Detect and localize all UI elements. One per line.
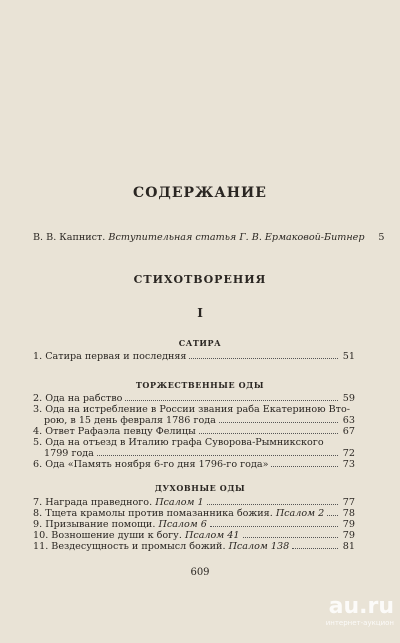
entry-title-continued: рою, в 15 день февраля 1786 года: [44, 415, 216, 426]
entry-title: 4. Ответ Рафаэла певцу Фелицы: [33, 426, 196, 437]
dot-leader: [207, 504, 338, 505]
dot-leader: [271, 466, 338, 467]
toc-entry: [33, 426, 355, 437]
dot-leader: [327, 515, 338, 516]
entry-page: 81: [342, 541, 355, 552]
entry-psalm: Псалом 138: [228, 541, 290, 552]
toc-entry: [33, 459, 355, 470]
toc-entry: [33, 541, 355, 552]
entry-page: 59: [342, 393, 355, 404]
entry-page: 78: [342, 508, 355, 519]
dot-leader: [210, 526, 338, 527]
intro-entry: [33, 232, 385, 243]
toc-entry: [33, 393, 355, 404]
entry-title: 6. Ода «Память ноября 6-го дня 1796-го года»: [33, 459, 269, 470]
watermark-text: au.ru: [328, 594, 394, 619]
dot-leader: [243, 537, 338, 538]
entry-psalm: Псалом 2: [275, 508, 325, 519]
watermark-subtext: интернет-аукцион: [325, 619, 394, 627]
entry-page: 79: [342, 530, 355, 541]
entry-title-continued: 1799 года: [44, 448, 94, 459]
entry-title: 1. Сатира первая и последняя: [33, 351, 187, 362]
dot-leader: [219, 422, 338, 423]
entry-page: 51: [342, 351, 355, 362]
entry-page: 72: [342, 448, 355, 459]
dot-leader: [199, 433, 338, 434]
group-title-satire: САТИРА: [178, 338, 222, 348]
entry-psalm: Псалом 41: [184, 530, 240, 541]
entry-page: 77: [342, 497, 355, 508]
intro-title: Вступительная статья Г. В. Ермаковой-Битнер: [108, 232, 365, 243]
entry-page: 79: [342, 519, 355, 530]
page-number: 609: [190, 567, 210, 578]
entry-title: 9. Призывание помощи.: [33, 519, 156, 530]
entry-psalm: Псалом 1: [155, 497, 204, 508]
entry-title: 3. Ода на истребление в России звания раба Екатериною Вто-: [33, 404, 350, 415]
group-title-spiritual-odes: ДУХОВНЫЕ ОДЫ: [154, 483, 246, 493]
entry-title: 8. Тщета крамолы против помазанника божия.: [33, 508, 273, 519]
entry-title: 7. Награда праведного.: [33, 497, 153, 508]
entry-page: 73: [342, 459, 355, 470]
dot-leader: [189, 358, 338, 359]
section-title: СТИХОТВОРЕНИЯ: [133, 273, 267, 286]
toc-entry: [33, 519, 355, 530]
dot-leader: [125, 400, 338, 401]
toc-entry: [33, 530, 355, 541]
toc-entry: [33, 351, 355, 362]
part-numeral: I: [197, 306, 203, 320]
group-title-odes: ТОРЖЕСТВЕННЫЕ ОДЫ: [135, 380, 265, 390]
entry-title: 5. Ода на отъезд в Италию графа Суворова-Рымникского: [33, 437, 324, 448]
entry-title: 2. Ода на рабство: [33, 393, 123, 404]
intro-author: В. В. Капнист.: [33, 232, 106, 243]
contents-heading: СОДЕРЖАНИЕ: [133, 185, 267, 201]
entry-page: 63: [342, 415, 355, 426]
toc-entry: [33, 497, 355, 508]
dot-leader: [97, 455, 338, 456]
toc-entry: [33, 404, 355, 426]
entry-page: 67: [342, 426, 355, 437]
entry-title: 11. Вездесущность и промысл божий.: [33, 541, 226, 552]
dot-leader: [292, 548, 338, 549]
intro-page: 5: [378, 232, 385, 243]
watermark-logo: [304, 595, 394, 635]
toc-entry: [33, 437, 355, 459]
entry-psalm: Псалом 6: [158, 519, 207, 530]
entry-title: 10. Возношение души к богу.: [33, 530, 182, 541]
toc-entry: [33, 508, 355, 519]
